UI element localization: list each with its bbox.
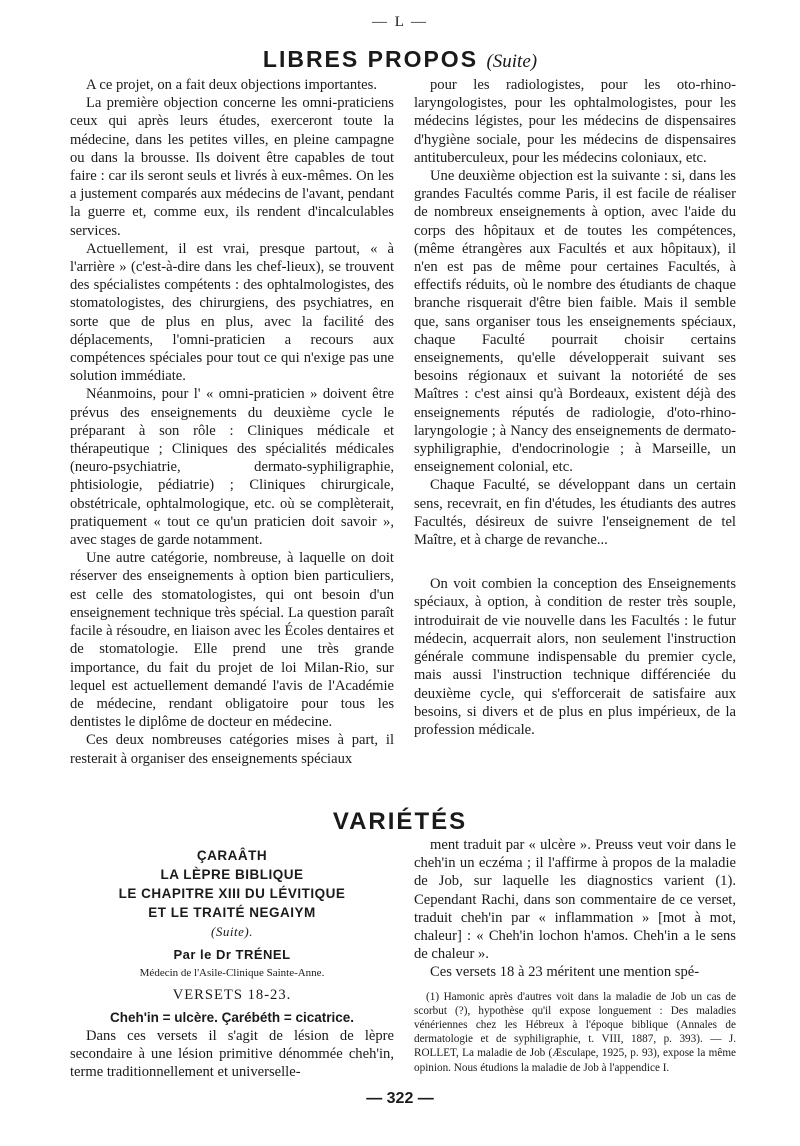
title-line: LA LÈPRE BIBLIQUE: [160, 867, 304, 882]
paragraph: Chaque Faculté, se développant dans un certain sens, recevrait, en fin d'études, les étudiants des autres Facultés, désireux de suivre l'enseignement de tel Maître, et à charge de revanche...: [414, 477, 736, 549]
paragraph: Néanmoins, pour l' « omni-praticien » doivent être prévus des enseignements du deuxième cycle le préparant à son rôle : Cliniques médicale et thérapeutique ; Cliniques des spécialités médicales (neuro-psychiatrie, dermato-syphiligraphie, phtisiologie, pédiatrie) ; Cliniques chirurgicale, obstétricale, ophtalmologique, etc. où se complèterait, pratiquement « tout ce qu'un praticien doit savoir », avec stages de garde notamment.: [70, 386, 394, 549]
paragraph: Actuellement, il est vrai, presque partout, « à l'arrière » (c'est-à-dire dans les chef-lieux), se trouvent des spécialistes compétents : des ophtalmologistes, des stomatologistes, des chirurgiens, des psychiatres, en sorte que de plus en plus, avec la facilité des déplacements, l'omni-praticien a recours aux compétences spéciales pour tout ce qui n'exige pas une solution immédiate.: [70, 240, 394, 385]
paragraph: ment traduit par « ulcère ». Preuss veut voir dans le cheh'in un eczéma ; il l'affirme à propos de la maladie de Job, sur laquelle les diagnostics varient (1). Cependant Rachi, dans son commentaire de ce verset, traduit cheh'in par « inflammation » [mot à mot, chaleur] : « Cheh'in lochon h'amos. Cheh'in a le sens de chaleur ».: [414, 837, 736, 963]
paragraph: Dans ces versets il s'agit de lésion de lèpre secondaire à une lésion primitive dénommée cheh'in, terme traditionnellement et universelle-: [70, 1028, 394, 1081]
varietes-left-column: [70, 846, 394, 1082]
paragraph: Ces versets 18 à 23 méritent une mention spé-: [430, 964, 700, 981]
varietes-right-column: [414, 836, 736, 1075]
libres-propos-left-column: [70, 76, 394, 768]
paragraph: On voit combien la conception des Enseignements spéciaux, à option, à condition de rester très souple, introduirait de vie nouvelle dans les Facultés : le futur médecin, acquerrait alors, non seulement l'instruction générale commune indispensable du premier cycle, mais aussi l'instruction technique différenciée du deuxième cycle, qui s'efforcerait de satisfaire aux besoins, si divers et de plus en plus impérieux, de la profession médicale.: [414, 576, 736, 738]
libres-propos-heading: [0, 46, 800, 73]
title-line: ET LE TRAITÉ NEGAIYM: [148, 905, 316, 920]
section-suite: (Suite): [486, 51, 538, 72]
paragraph: La première objection concerne les omni-praticiens ceux qui après leurs études, exerceront toute la médecine, dans les petites villes, en pleine campagne ou dans la brousse. Ils doivent être capables de tout faire : car ils seront seuls et livrés à eux-mêmes. On les a justement comparés aux médecins de l'avant, pendant la guerre et, comme eux, ils rendent d'incalculables services.: [70, 95, 394, 239]
page-number: — 322 —: [366, 1090, 434, 1107]
title-line: ÇARAÂTH: [196, 848, 268, 863]
author: Par le Dr TRÉNEL: [173, 947, 291, 962]
author-title: Médecin de l'Asile-Clinique Sainte-Anne.: [139, 967, 325, 979]
section-title: LIBRES PROPOS: [262, 46, 479, 72]
definition-line: Cheh'in = ulcère. Çarébéth = cicatrice.: [109, 1010, 355, 1025]
paragraph: A ce projet, on a fait deux objections importantes.: [86, 77, 377, 93]
paragraph: pour les radiologistes, pour les oto-rhino-laryngologistes, pour les ophtalmologistes, pour les médecins légistes, pour les médecins de dispensaires d'hygiène sociale, pour les médecins de dispensaires antituberculeux, pour les médecins coloniaux, etc.: [414, 77, 736, 166]
article-suite: (Suite).: [211, 924, 253, 939]
title-line: LE CHAPITRE XIII DU LÉVITIQUE: [118, 886, 346, 901]
libres-propos-right-column: [414, 76, 736, 739]
paragraph: Ces deux nombreuses catégories mises à part, il resterait à organiser des enseignements spéciaux: [70, 732, 394, 767]
varietes-heading: VARIÉTÉS: [332, 808, 468, 835]
article-title: [70, 846, 394, 983]
verses-heading: VERSETS 18-23.: [172, 987, 292, 1003]
footnote: (1) Hamonic après d'autres voit dans la maladie de Job un cas de scorbut (?), hypothèse qu'il expose longuement : Des maladies vénériennes chez les Hébreux à l'époque biblique (Annales de dermatologie et de syphiligraphie, t. VIII, 1887, p. 393). — J. ROLLET, La maladie de Job (Æsculape, 1925, p. 93), expose la même opinion. Nous étudions la maladie de Job à l'appendice I.: [414, 990, 736, 1074]
paragraph: Une autre catégorie, nombreuse, à laquelle on doit réserver des enseignements à option bien particuliers, est celle des stomatologistes, qui ont besoin d'un enseignement technique très spécial. La question paraît facile à résoudre, en liaison avec les Écoles dentaires et de stomatologie. Elle prend une très grande importance, du fait du projet de loi Milan-Rio, sur lequel est actuellement demandé l'avis de l'Académie de médecine, rendant obligatoire pour tous les dentistes le diplôme de docteur en médecine.: [70, 550, 394, 731]
running-header: — L —: [371, 14, 429, 30]
paragraph: Une deuxième objection est la suivante : si, dans les grandes Facultés comme Paris, il est facile de réaliser de nombreux enseignements à option, avec l'aide du corps des hôpitaux et de toutes les compétences, (même étrangères aux Facultés et aux hôpitaux), il n'en est pas de même pour certaines Facultés, à effectifs réduits, où le nombre des étudiants de chaque branche risquerait d'être bien faible. Mais il semble que, sans organiser tous les enseignements spéciaux, chaque Faculté pourrait choisir certains enseignements, qu'elle développerait suivant ses besoins régionaux et suivant la notoriété de ses Maîtres : c'est ainsi qu'à Bordeaux, existent déjà des enseignements réputés de radiologie, d'oto-rhino-laryngologie ; à Nancy des enseignements de dermato-syphiligraphie, d'endocrinologie ; à Marseille, un enseignement colonial, etc.: [414, 168, 736, 476]
